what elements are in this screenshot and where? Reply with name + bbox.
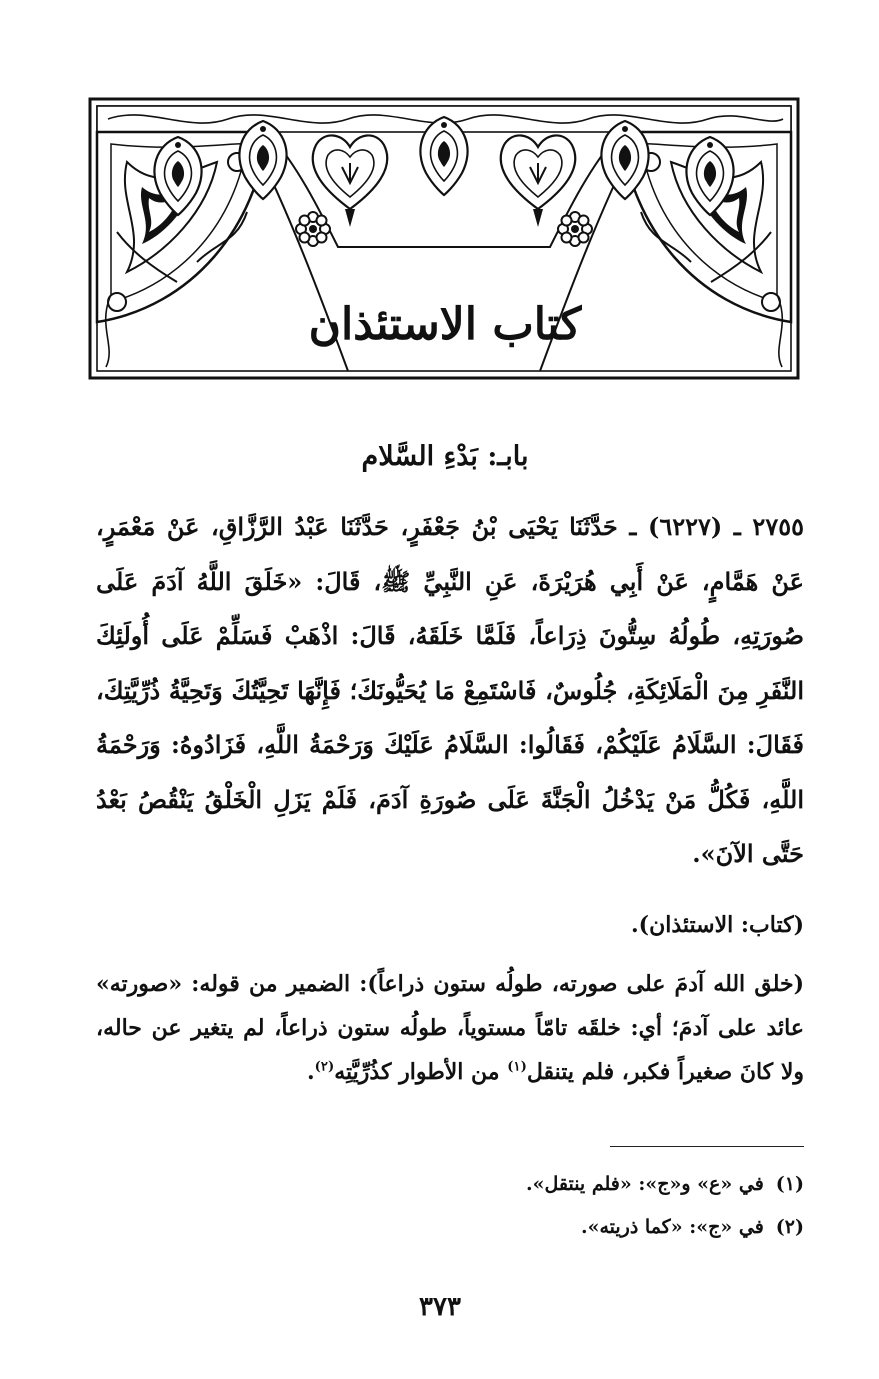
footnote-separator	[610, 1146, 804, 1147]
footnote-number: (١)	[775, 1173, 804, 1195]
book-title: كتاب الاستئذان	[308, 299, 582, 350]
chapter-heading: بابـ: بَدْءِ السَّلام	[361, 441, 529, 472]
footnote-1	[96, 1169, 804, 1199]
commentary-body	[96, 962, 804, 1094]
footnote-number: (٢)	[775, 1216, 804, 1238]
hadith-text: ٢٧٥٥ ـ (٦٢٢٧) ـ حَدَّثَنَا يَحْيَى بْنُ جَعْفَرٍ، حَدَّثَنَا عَبْدُ الرَّزَّاقِ، عَنْ مَعْمَرٍ، عَنْ هَمَّامٍ، عَنْ أَبِي هُرَيْرَةَ، عَنِ النَّبِيِّ ﷺ، قَالَ: «خَلَقَ اللَّهُ آدَمَ عَلَى صُورَتِهِ، طُولُهُ سِتُّونَ ذِرَاعاً، فَلَمَّا خَلَقَهُ، قَالَ: اذْهَبْ فَسَلِّمْ عَلَى أُولَئِكَ النَّفَرِ مِنَ الْمَلَائِكَةِ، جُلُوسٌ، فَاسْتَمِعْ مَا يُحَيُّونَكَ؛ فَإِنَّهَا تَحِيَّتُكَ وَتَحِيَّةُ ذُرِّيَّتِكَ، فَقَالَ: السَّلَامُ عَلَيْكُمْ، فَقَالُوا: السَّلَامُ عَلَيْكَ وَرَحْمَةُ اللَّهِ، فَزَادُوهُ: وَرَحْمَةُ اللَّهِ، فَكُلُّ مَنْ يَدْخُلُ الْجَنَّةَ عَلَى صُورَةِ آدَمَ، فَلَمْ يَزَلِ الْخَلْقُ يَنْقُصُ بَعْدُ حَتَّى الآنَ».	[96, 512, 804, 868]
commentary-text-part-3: .	[306, 1059, 315, 1085]
footnote-text: في «ج»: «كما ذريته».	[580, 1216, 764, 1238]
footnote-text: في «ع» و«ج»: «فلم ينتقل».	[525, 1173, 764, 1195]
page-number: ٣٧٣	[419, 1292, 461, 1322]
commentary-title: (كتاب: الاستئذان).	[631, 912, 804, 938]
footnote-2	[96, 1212, 804, 1242]
footnote-marker-1: (١)	[507, 1059, 527, 1075]
commentary-text-part-1: (خلق الله آدمَ على صورته، طولُه ستون ذراعاً): الضمير من قوله: «صورته» عائد على آدمَ؛ أي: خلقَه تامّاً مستوياً، طولُه ستون ذراعاً، لم يتغير عن حاله، ولا كانَ صغيراً فكبر، فلم يتنقل	[96, 971, 804, 1085]
footnote-marker-2: (٢)	[314, 1059, 335, 1075]
commentary-text-part-2: من الأطوار كذُرِّيَّتِه	[334, 1059, 508, 1085]
